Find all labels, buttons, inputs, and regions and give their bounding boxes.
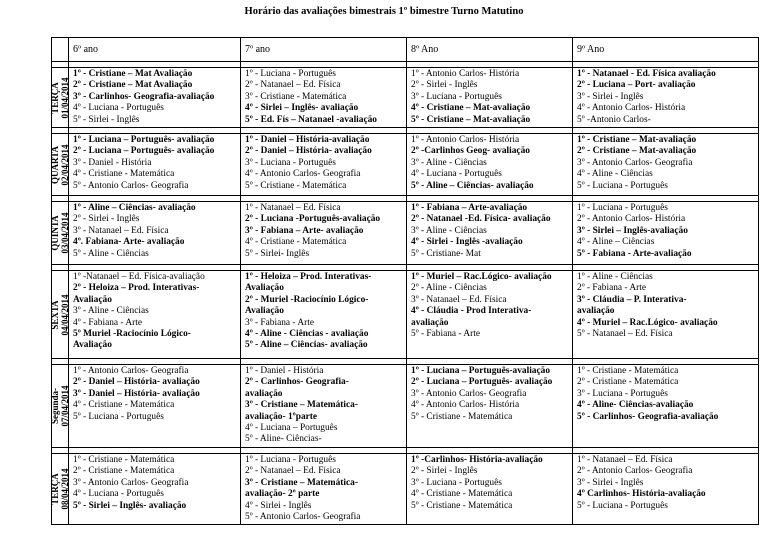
column-header: 8º Ano	[407, 38, 573, 62]
class-entry: Avaliação	[245, 283, 284, 294]
class-entry: 3º - Daniel – História- avaliação	[73, 388, 200, 399]
schedule-cell	[69, 453, 241, 524]
day-label-line: TERÇA	[50, 81, 60, 114]
class-entry: 4º - Cristiane - Matemática	[411, 489, 513, 500]
class-entry: 4º - Muriel – Rac.Lógico- avaliação	[577, 317, 718, 328]
class-entry: 1º - Natanael - Ed. Física avaliação	[577, 69, 716, 79]
class-entry: 2º - Sirlei - Inglês	[411, 466, 478, 477]
class-entry: 4º - Luciana - Português	[411, 169, 502, 180]
class-entry: 4º - Fabiana - Arte	[73, 317, 143, 328]
class-entry: 2º - Cristiane – Mat Avaliação	[73, 80, 193, 91]
class-entry: 1º - Luciana - Português	[577, 203, 668, 214]
class-entry: 1º - Antonio Carlos- Geografia	[73, 366, 189, 377]
class-entry: 1º - Daniel – História-avaliação	[245, 135, 370, 146]
schedule-cell	[573, 271, 759, 359]
class-entry: 1º - Luciana - Português	[245, 454, 336, 465]
class-entry: 2º - Natanael – Ed. Física	[245, 80, 341, 91]
class-entry: 2º - Cristiane - Matemática	[73, 466, 175, 477]
class-entry: 1º - Natanael – Ed. Física	[245, 203, 341, 214]
class-entry: 5º - Aline – Ciências- avaliação	[411, 180, 534, 191]
day-label	[50, 294, 70, 335]
class-entry: 5º - Cristiane - Matemática	[411, 411, 513, 422]
class-entry: 1º - Muriel – Rac.Lógico- avaliação	[411, 272, 552, 283]
day-label-line: 02/04/2014	[60, 144, 70, 186]
class-entry: 3º - Antonio Carlos- Geografia	[73, 477, 189, 488]
class-entry: 1º - Cristiane - Matemática	[577, 366, 679, 377]
schedule-cell	[69, 68, 241, 128]
class-entry: 2º - Cristiane – Mat-avaliação	[577, 146, 697, 157]
day-row	[52, 68, 759, 128]
class-entry: 3º - Sirlei - Inglês	[577, 477, 644, 488]
class-entry: 4º - Cristiane - Matemática	[73, 400, 175, 411]
class-entry: Avaliação	[73, 340, 112, 351]
class-entry: 5º - Aline- Ciências-	[245, 434, 322, 445]
class-entry: 1º - Luciana - Português	[245, 69, 336, 79]
class-entry: 5º - Cristiane - Matemática	[411, 500, 513, 511]
class-entry: 1º - Daniel - História	[245, 366, 324, 377]
class-entry: 4º - Sirlei - Inglês	[245, 500, 312, 511]
day-label-line: Segunda-	[50, 387, 60, 424]
class-entry: 1º - Antonio Carlos- História	[411, 69, 520, 79]
class-entry: 5º - Sirlei – Inglês- avaliação	[73, 500, 187, 511]
class-entry: 4º - Aline- Ciências-avaliação	[577, 400, 694, 411]
class-entry: 2º - Daniel – História- avaliação	[245, 146, 372, 157]
class-entry: 3º - Cristiane – Matemática-	[245, 400, 358, 411]
class-entry: 4º. Fabiana- Arte- avaliação	[73, 237, 185, 248]
schedule-cell	[573, 68, 759, 128]
class-entry: 4º - Antonio Carlos- Geografia	[245, 169, 361, 180]
header-corner	[52, 38, 69, 62]
document-title: Horário das avaliações bimestrais 1º bimestre Turno Matutino	[244, 6, 524, 17]
schedule-cell	[241, 202, 407, 265]
class-entry: 5º - Sirlei- Inglês	[245, 248, 310, 259]
class-entry: 3º - Carlinhos- Geografia-avaliação	[73, 91, 215, 102]
schedule-cell	[69, 134, 241, 196]
schedule-cell	[573, 202, 759, 265]
class-entry: 2º - Luciana – Port- avaliação	[577, 80, 696, 91]
class-entry: 2º - Carlinhos- Geografia-	[245, 377, 349, 388]
class-entry: 4º - Luciana – Português	[245, 423, 338, 434]
day-label-line: QUARTA	[50, 145, 60, 184]
schedule-cell	[69, 271, 241, 359]
class-entry: 2º - Cristiane - Matemática	[577, 377, 679, 388]
class-entry: 1º - Antonio Carlos- História	[411, 135, 520, 146]
class-entry: 4º - Antonio Carlos- História	[577, 103, 686, 114]
class-entry: 5º - Aline - Ciências	[73, 248, 149, 259]
class-entry: 4º - Sirlei – Inglês- avaliação	[245, 103, 359, 114]
class-entry: 2º - Heloiza – Prod. Interativas-	[73, 283, 200, 294]
day-label-line: TERÇA	[50, 473, 60, 505]
class-entry: 4º - Aline - Ciências	[577, 169, 653, 180]
class-entry: 1º - Fabiana – Arte-avaliação	[411, 203, 528, 214]
class-entry: 3º - Fabiana - Arte	[245, 317, 315, 328]
class-entry: 4º Carlinhos- História-avaliação	[577, 489, 706, 500]
day-label	[50, 469, 70, 510]
class-entry: 5º - Ed. Fís – Natanael -avaliação	[245, 114, 377, 125]
column-header: 6º ano	[69, 38, 241, 62]
class-entry: 1º - Cristiane – Mat Avaliação	[73, 69, 193, 79]
class-entry: 1º - Luciana – Português-avaliação	[411, 366, 551, 377]
class-entry: 5º Muriel -Raciocínio Lógico-	[73, 329, 191, 340]
schedule-cell	[407, 453, 573, 524]
class-entry: 4º - Cristiane - Matemática	[245, 237, 347, 248]
class-entry: 3º - Sirlei – Inglês-avaliação	[577, 225, 688, 236]
day-label-line: 04/04/2014	[60, 294, 70, 336]
class-entry: 2º - Aline - Ciências	[411, 283, 487, 294]
day-label	[50, 77, 70, 118]
class-entry: 3º - Cristiane - Matemática	[245, 91, 347, 102]
schedule-cell	[69, 202, 241, 265]
class-entry: avaliação	[577, 306, 615, 317]
class-entry: 5º - Aline – Ciências- avaliação	[245, 340, 368, 351]
day-row	[52, 202, 759, 265]
class-entry: 5º -Antonio Carlos-	[577, 114, 651, 125]
class-entry: 3º - Cristiane – Matemática-	[245, 477, 358, 488]
class-entry: 4º - Cristiane - Matemática	[73, 169, 175, 180]
class-entry: 1º - Natanael – Ed. Física	[577, 454, 673, 465]
day-row	[52, 134, 759, 196]
schedule-cell	[241, 365, 407, 448]
class-entry: 1º - Aline - Ciências	[577, 272, 653, 283]
class-entry: 5º - Fabiana - Arte	[411, 329, 481, 340]
day-label-cell	[52, 68, 69, 128]
day-label	[50, 213, 70, 254]
class-entry: 2º - Luciana – Português- avaliação	[73, 146, 215, 157]
day-row	[52, 453, 759, 524]
class-entry: 5º - Luciana - Português	[577, 500, 668, 511]
class-entry: 1º - Cristiane – Mat-avaliação	[577, 135, 697, 146]
schedule-cell	[573, 453, 759, 524]
class-entry: 3º - Luciana - Português	[411, 477, 502, 488]
class-entry: 2º - Antonio Carlos- História	[577, 214, 686, 225]
schedule-cell	[407, 202, 573, 265]
class-entry: 4º - Sirlei - Inglês -avaliação	[411, 237, 523, 248]
day-label-line: QUINTA	[50, 215, 60, 251]
class-entry: avaliação- 1ºparte	[245, 411, 318, 422]
class-entry: avaliação	[245, 388, 283, 399]
class-entry: 4º - Aline - Ciências - avaliação	[245, 329, 369, 340]
schedule-cell	[241, 134, 407, 196]
class-entry: avaliação- 2º parte	[245, 489, 320, 500]
class-entry: 2º - Luciana -Português-avaliação	[245, 214, 381, 225]
class-entry: 5º - Luciana - Português	[577, 180, 668, 191]
class-entry: 2º - Muriel -Raciocínio Lógico-	[245, 294, 369, 305]
class-entry: 5º - Luciana - Português	[73, 411, 164, 422]
class-entry: 4º - Cláudia - Prod Interativa-	[411, 306, 532, 317]
day-label	[50, 385, 70, 426]
class-entry: 4º - Luciana - Português	[73, 103, 164, 114]
class-entry: 5º - Sirlei - Inglês	[73, 114, 140, 125]
class-entry: 5º - Fabiana - Arte-avaliação	[577, 248, 692, 259]
day-label-cell	[52, 202, 69, 265]
schedule-cell	[241, 271, 407, 359]
class-entry: 3º - Antonio Carlos- Geografia	[577, 157, 693, 168]
day-label-cell	[52, 453, 69, 524]
schedule-cell	[407, 68, 573, 128]
class-entry: 1º - Heloiza – Prod. Interativas-	[245, 272, 372, 283]
class-entry: 5º - Antonio Carlos- Geografia	[245, 511, 361, 522]
day-label-line: 01/04/2014	[60, 77, 70, 119]
class-entry: 4º - Antonio Carlos- História	[411, 400, 520, 411]
class-entry: 1º - Cristiane - Matemática	[73, 454, 175, 465]
schedule-cell	[407, 271, 573, 359]
class-entry: 3º - Antonio Carlos- Geografia	[411, 388, 527, 399]
class-entry: 3º - Luciana - Português	[577, 388, 668, 399]
class-entry: 3º - Fabiana – Arte- avaliação	[245, 225, 364, 236]
class-entry: 2º -Carlinhos Geog- avaliação	[411, 146, 530, 157]
schedule-cell	[573, 134, 759, 196]
day-label-line: 03/04/2014	[60, 212, 70, 254]
class-entry: 5º - Cristiane – Mat-avaliação	[411, 114, 531, 125]
class-entry: 5º - Natanael – Ed. Física	[577, 329, 673, 340]
class-entry: avaliação	[411, 317, 449, 328]
class-entry: 3º - Aline - Ciências	[411, 225, 487, 236]
column-header: 9º Ano	[573, 38, 759, 62]
class-entry: 2º - Sirlei - Inglês	[411, 80, 478, 91]
schedule-cell	[407, 134, 573, 196]
class-entry: 4º - Cristiane – Mat-avaliação	[411, 103, 531, 114]
class-entry: 1º - Aline – Ciências- avaliação	[73, 203, 196, 214]
class-entry: 4º - Luciana - Português	[73, 489, 164, 500]
day-label-cell	[52, 365, 69, 448]
class-entry: 3º - Sirlei - Inglês	[577, 91, 644, 102]
class-entry: 5º - Cristiane - Matemática	[245, 180, 347, 191]
class-entry: 2º - Natanael -Ed. Física- avaliação	[411, 214, 551, 225]
class-entry: 2º - Fabiana - Arte	[577, 283, 647, 294]
class-entry: Avaliação	[245, 306, 284, 317]
day-label-cell	[52, 134, 69, 196]
day-label-line: 07/04/2014	[60, 385, 70, 427]
schedule-table	[51, 37, 759, 525]
day-label-cell	[52, 271, 69, 359]
class-entry: 4º - Aline – Ciências	[577, 237, 655, 248]
class-entry: 3º - Luciana - Português	[411, 91, 502, 102]
class-entry: 2º - Antonio Carlos- Geografia	[577, 466, 693, 477]
class-entry: 5º - Carlinhos- Geografia-avaliação	[577, 411, 719, 422]
schedule-cell	[241, 68, 407, 128]
schedule-cell	[573, 365, 759, 448]
day-label-line: 08/04/2014	[60, 468, 70, 510]
class-entry: 1º -Natanael – Ed. Física-avaliação	[73, 272, 205, 283]
class-entry: 2º - Sirlei - Inglês	[73, 214, 140, 225]
class-entry: 2º - Daniel – História- avaliação	[73, 377, 200, 388]
schedule-cell	[407, 365, 573, 448]
day-label	[50, 144, 70, 185]
class-entry: 5º - Cristiane- Mat	[411, 248, 481, 259]
schedule-cell	[69, 365, 241, 448]
header-row	[52, 38, 759, 62]
class-entry: 3º - Daniel - História	[73, 157, 152, 168]
class-entry: 2º - Natanael – Ed. Física	[245, 466, 341, 477]
class-entry: 5º - Antonio Carlos- Geografia	[73, 180, 189, 191]
column-header: 7º ano	[241, 38, 407, 62]
day-row	[52, 365, 759, 448]
class-entry: Avaliação	[73, 294, 112, 305]
class-entry: 3º - Natanael – Ed. Física	[73, 225, 169, 236]
class-entry: 3º - Cláudia – P. Interativa-	[577, 294, 687, 305]
class-entry: 3º - Aline - Ciências	[411, 157, 487, 168]
schedule-cell	[241, 453, 407, 524]
day-label-line: SEXTA	[50, 299, 60, 330]
class-entry: 3º - Natanael – Ed. Física	[411, 294, 507, 305]
class-entry: 3º - Aline - Ciências	[73, 306, 149, 317]
class-entry: 1º - Luciana – Português- avaliação	[73, 135, 215, 146]
day-row	[52, 271, 759, 359]
class-entry: 2º - Luciana – Português- avaliação	[411, 377, 553, 388]
class-entry: 1º -Carlinhos- História-avaliação	[411, 454, 543, 465]
class-entry: 3º - Luciana - Português	[245, 157, 336, 168]
